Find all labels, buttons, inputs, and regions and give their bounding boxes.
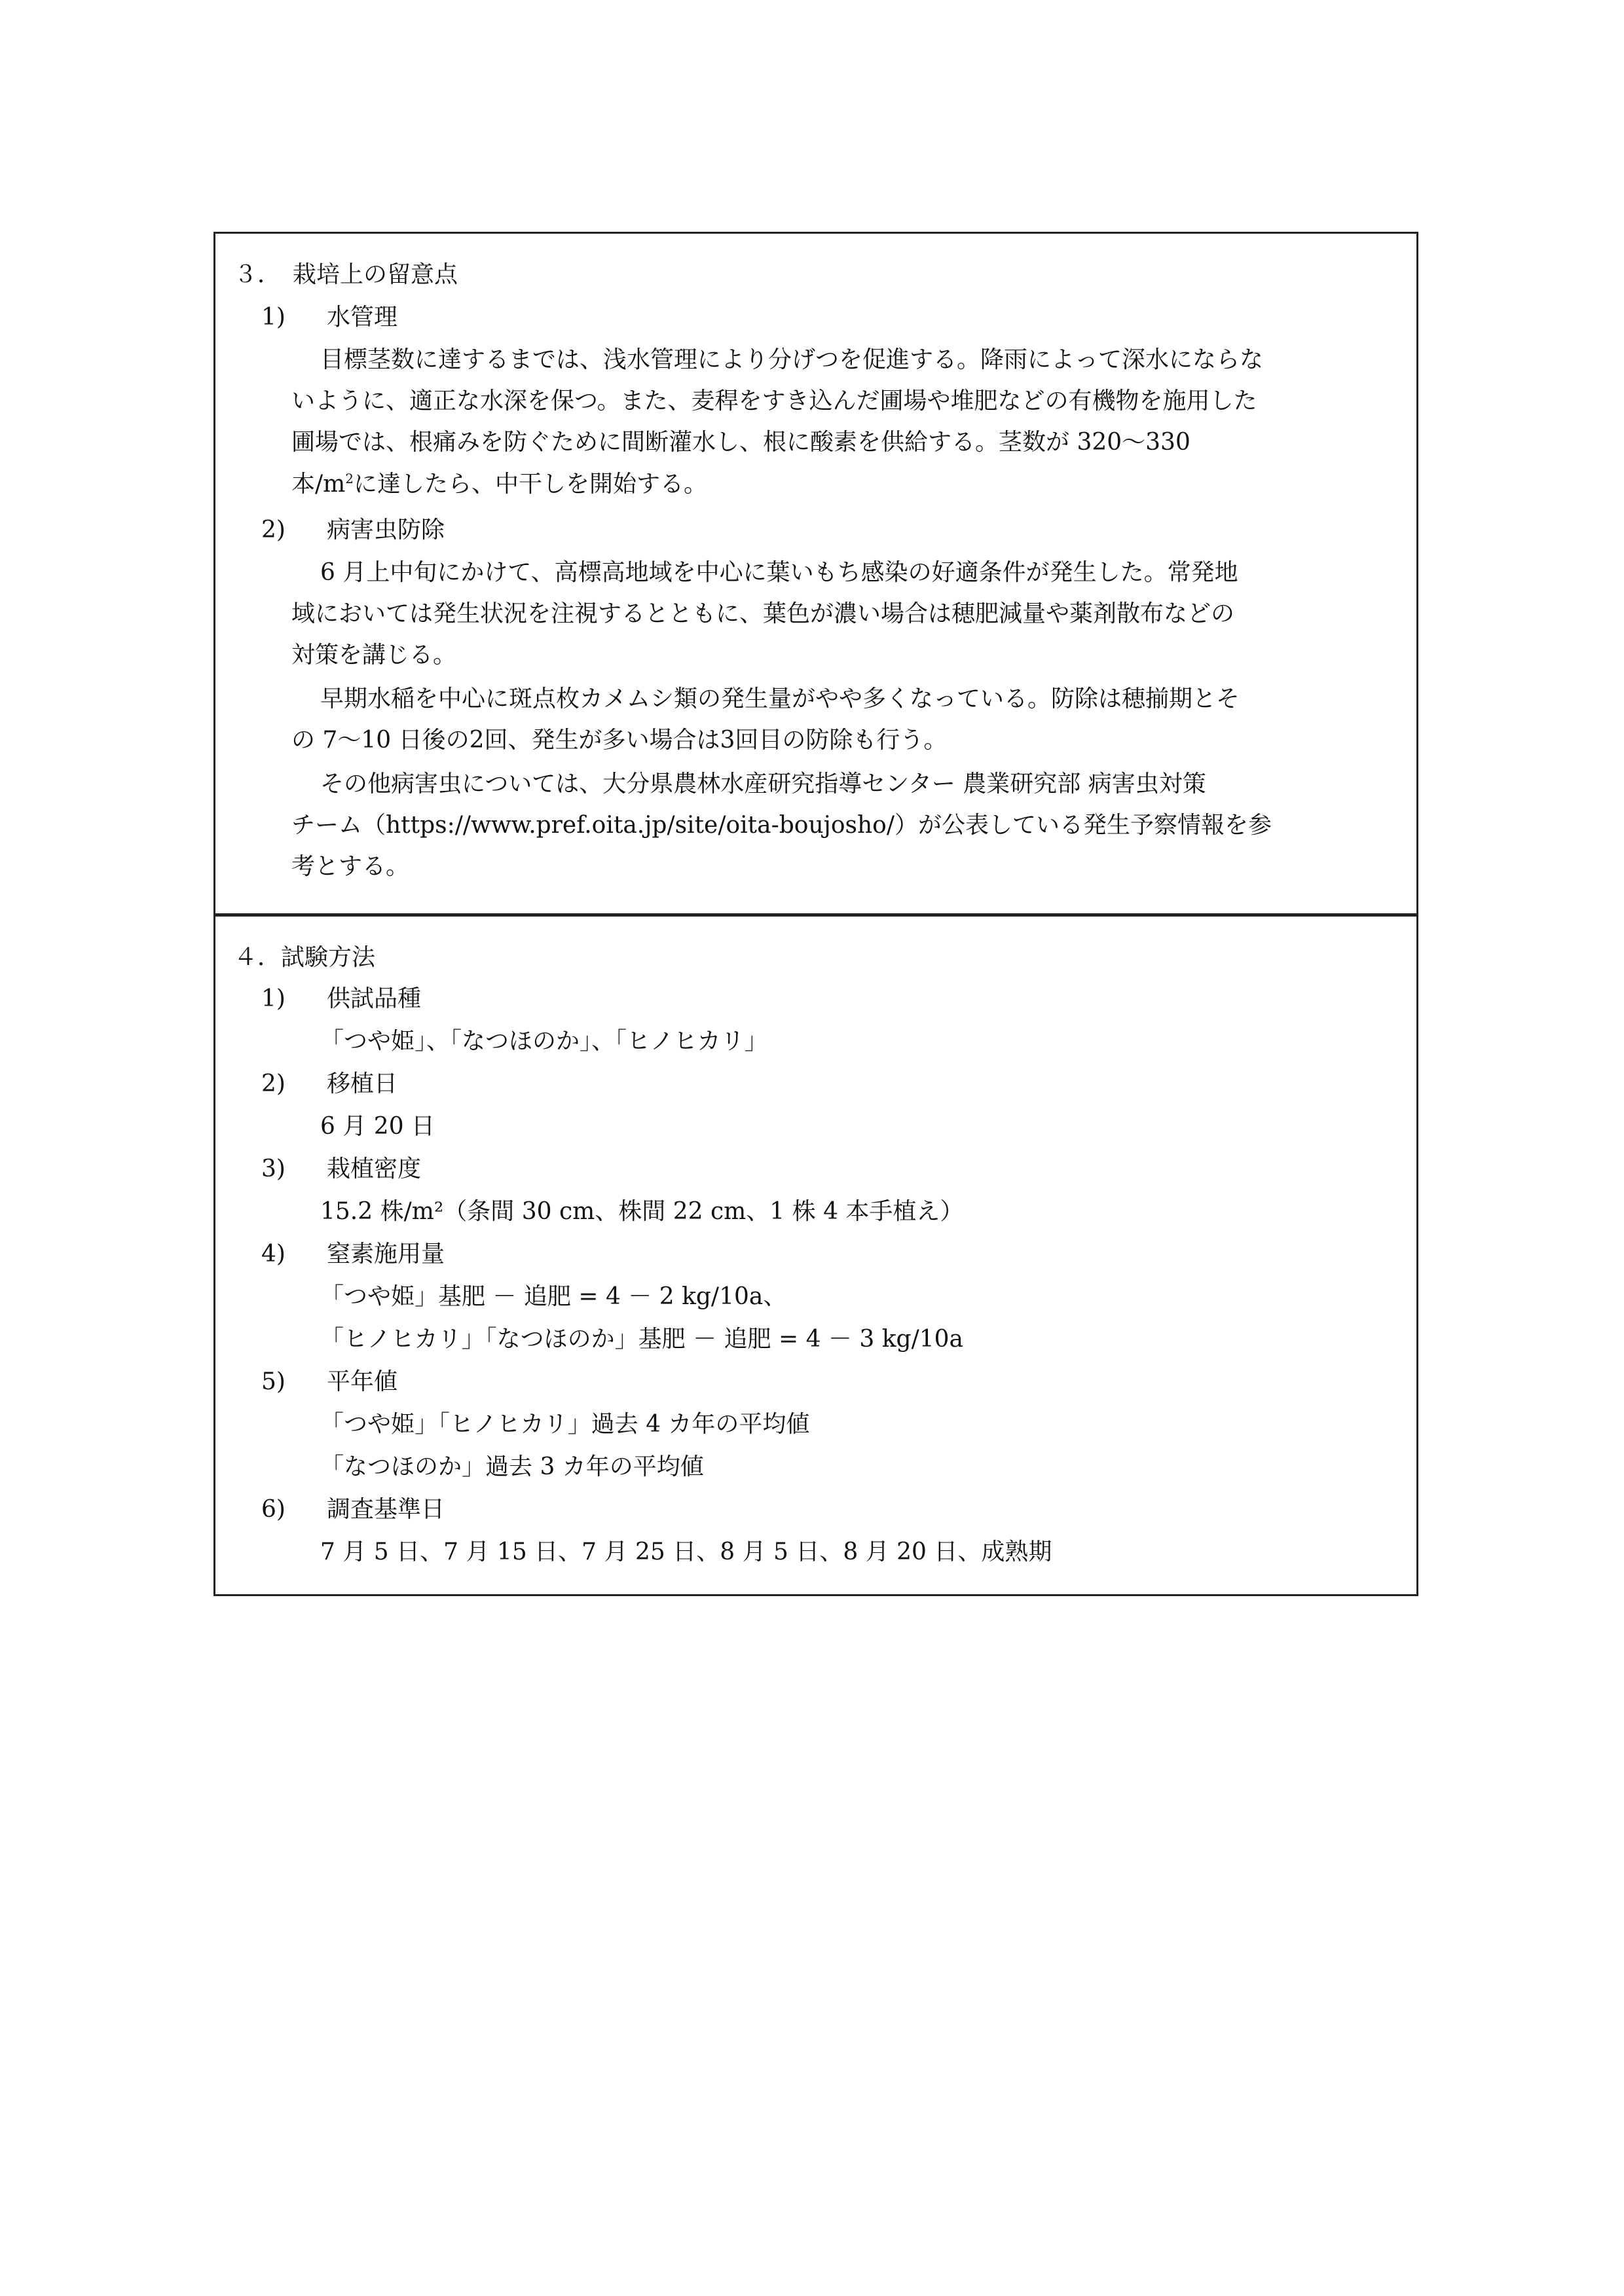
- pest-p1-line-3: 対策を講じる。: [291, 642, 457, 668]
- water-line-3: 圃場では、根痛みを防ぐために間断灌水し、根に酸素を供給する。茎数が 320～330: [291, 429, 1190, 456]
- test-item-6-title: 調査基準日: [327, 1496, 445, 1523]
- pest-p3-line-3: 考とする。: [291, 853, 410, 880]
- test-item-1-heading: [261, 984, 421, 1014]
- test-item-6-heading: [261, 1495, 445, 1525]
- test-item-5-line-2: 「なつほのか」過去 3 カ年の平均値: [320, 1453, 704, 1480]
- test-item-2-number: 2): [261, 1070, 286, 1097]
- water-line-4-sup: 2: [345, 471, 354, 486]
- test-item-4-line-1: 「つや姫」基肥 － 追肥 = 4 － 2 kg/10a、: [320, 1283, 787, 1310]
- water-management-title: 水管理: [327, 304, 398, 331]
- pest-control-number: 2): [261, 517, 286, 543]
- pest-p1-line-2: 域においては発生状況を注視するとともに、葉色が濃い場合は穂肥減量や薬剤散布などの: [291, 600, 1235, 627]
- pest-p1-line-1: 6 月上中旬にかけて、高標高地域を中心に葉いもち感染の好適条件が発生した。常発地: [320, 559, 1238, 586]
- pest-p2-line-1: 早期水稲を中心に斑点枚カメムシ類の発生量がやや多くなっている。防除は穂揃期とそ: [320, 685, 1240, 712]
- test-item-3-number: 3): [261, 1156, 286, 1182]
- pest-control-title: 病害虫防除: [327, 517, 445, 543]
- pest-control-heading: [261, 515, 445, 545]
- water-line-4-pre: 本/m: [291, 471, 346, 498]
- pest-p3-line-1: その他病害虫については、大分県農林水産研究指導センター 農業研究部 病害虫対策: [320, 771, 1206, 797]
- test-item-2-title: 移植日: [327, 1070, 398, 1097]
- test-item-2-heading: [261, 1069, 397, 1099]
- water-line-4: [291, 469, 707, 500]
- test-item-5-title: 平年値: [327, 1368, 398, 1395]
- test-item-5-line-1: 「つや姫」「ヒノヒカリ」過去 4 カ年の平均値: [320, 1411, 810, 1438]
- water-management-number: 1): [261, 304, 286, 331]
- pest-p3-line-2: チーム（https://www.pref.oita.jp/site/oita-boujosho/）が公表している発生予察情報を参: [291, 812, 1272, 839]
- test-item-4-number: 4): [261, 1241, 286, 1267]
- test-item-1-line-1: 「つや姫」、「なつほのか」、「ヒノヒカリ」: [320, 1028, 768, 1055]
- test-item-4-title: 窒素施用量: [327, 1241, 445, 1267]
- pest-p2-line-2: の 7～10 日後の2回、発生が多い場合は3回目の防除も行う。: [291, 727, 948, 754]
- test-item-6-number: 6): [261, 1496, 286, 1523]
- water-line-1: 目標茎数に達するまでは、浅水管理により分げつを促進する。降雨によって深水にならな: [320, 346, 1264, 373]
- water-management-heading: [261, 302, 397, 333]
- test-item-5-number: 5): [261, 1368, 286, 1395]
- test-method-box: [213, 915, 1418, 1596]
- test-item-3-title: 栽植密度: [327, 1156, 422, 1182]
- section-4-heading: ４．試験方法: [234, 944, 376, 971]
- test-item-4-line-2: 「ヒノヒカリ」「なつほのか」基肥 － 追肥 = 4 － 3 kg/10a: [320, 1326, 963, 1353]
- water-line-4-post: に達したら、中干しを開始する。: [354, 471, 708, 498]
- cultivation-notes-box: [213, 232, 1418, 915]
- section-3-heading: ３． 栽培上の留意点: [234, 261, 458, 288]
- test-item-1-title: 供試品種: [327, 985, 422, 1012]
- test-item-2-line-1: 6 月 20 日: [320, 1113, 435, 1140]
- test-item-3-heading: [261, 1154, 421, 1184]
- test-item-5-heading: [261, 1367, 397, 1397]
- test-item-1-number: 1): [261, 985, 286, 1012]
- test-item-3-line-1: 15.2 株/m²（条間 30 cm、株間 22 cm、1 株 4 本手植え）: [320, 1198, 964, 1225]
- water-line-2: いように、適正な水深を保つ。また、麦稈をすき込んだ圃場や堆肥などの有機物を施用した: [291, 388, 1257, 414]
- test-item-6-line-1: 7 月 5 日、7 月 15 日、7 月 25 日、8 月 5 日、8 月 20 日、成熟期: [320, 1539, 1052, 1565]
- test-item-4-heading: [261, 1239, 445, 1269]
